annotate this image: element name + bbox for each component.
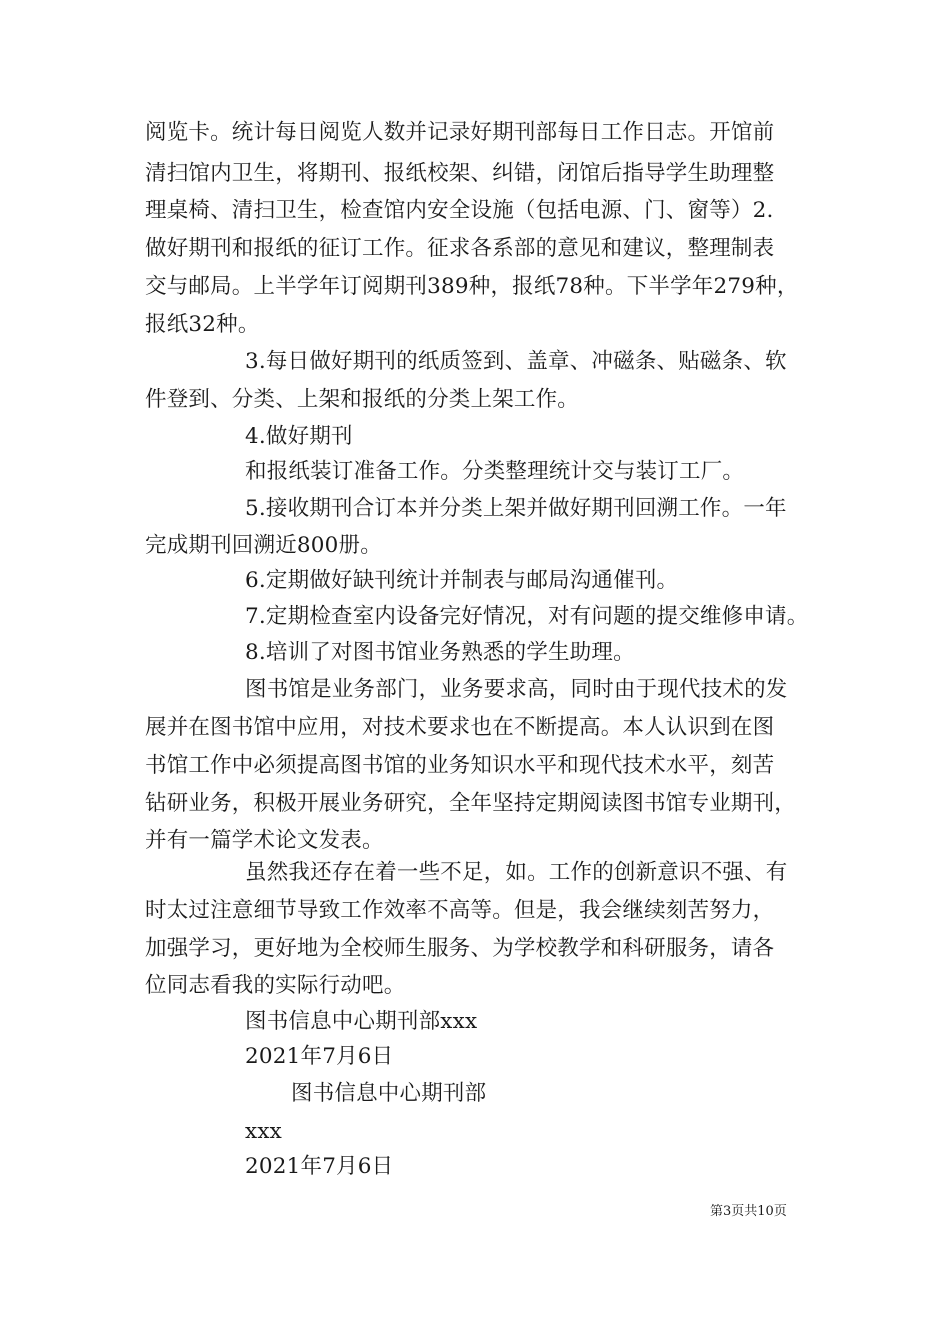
list-item-3: 3.每日做好期刊的纸质签到、盖章、冲磁条、贴磁条、软 xyxy=(245,349,787,374)
body-line: 钻研业务，积极开展业务研究，全年坚持定期阅读图书馆专业期刊， xyxy=(145,791,797,816)
signature-name: xxx xyxy=(245,1119,282,1144)
body-line: 报纸32种。 xyxy=(145,312,260,337)
body-line: 完成期刊回溯近800册。 xyxy=(145,533,382,558)
body-line: 阅览卡。统计每日阅览人数并记录好期刊部每日工作日志。开馆前 xyxy=(145,120,775,145)
list-item-6: 6.定期做好缺刊统计并制表与邮局沟通催刊。 xyxy=(245,568,679,593)
list-item-4: 4.做好期刊 xyxy=(245,424,353,449)
paragraph-start: 虽然我还存在着一些不足，如。工作的创新意识不强、有 xyxy=(245,860,788,885)
list-item-5: 5.接收期刊合订本并分类上架并做好期刊回溯工作。一年 xyxy=(245,496,787,521)
list-item-8: 8.培训了对图书馆业务熟悉的学生助理。 xyxy=(245,640,635,665)
body-line: 和报纸装订准备工作。分类整理统计交与装订工厂。 xyxy=(245,459,745,484)
body-line: 并有一篇学术论文发表。 xyxy=(145,828,384,853)
body-line: 位同志看我的实际行动吧。 xyxy=(145,973,406,998)
signature-dept-repeat: 图书信息中心期刊部 xyxy=(291,1081,487,1106)
paragraph-start: 图书馆是业务部门，业务要求高，同时由于现代技术的发 xyxy=(245,677,788,702)
page-number: 第3页共10页 xyxy=(710,1204,787,1219)
body-line: 加强学习，更好地为全校师生服务、为学校教学和科研服务，请各 xyxy=(145,936,775,961)
body-line: 清扫馆内卫生，将期刊、报纸校架、纠错，闭馆后指导学生助理整 xyxy=(145,161,775,186)
body-line: 交与邮局。上半学年订阅期刊389种，报纸78种。下半学年279种， xyxy=(145,274,799,299)
body-line: 时太过注意细节导致工作效率不高等。但是，我会继续刻苦努力， xyxy=(145,898,775,923)
body-line: 书馆工作中必须提高图书馆的业务知识水平和现代技术水平，刻苦 xyxy=(145,753,775,778)
signature-dept: 图书信息中心期刊部xxx xyxy=(245,1009,478,1034)
signature-date-repeat: 2021年7月6日 xyxy=(245,1154,394,1179)
body-line: 件登到、分类、上架和报纸的分类上架工作。 xyxy=(145,387,580,412)
body-line: 理桌椅、清扫卫生，检查馆内安全设施（包括电源、门、窗等）2. xyxy=(145,198,774,223)
signature-date: 2021年7月6日 xyxy=(245,1044,394,1069)
list-item-7: 7.定期检查室内设备完好情况，对有问题的提交维修申请。 xyxy=(245,604,809,629)
body-line: 展并在图书馆中应用，对技术要求也在不断提高。本人认识到在图 xyxy=(145,715,775,740)
body-line: 做好期刊和报纸的征订工作。征求各系部的意见和建议，整理制表 xyxy=(145,236,775,261)
